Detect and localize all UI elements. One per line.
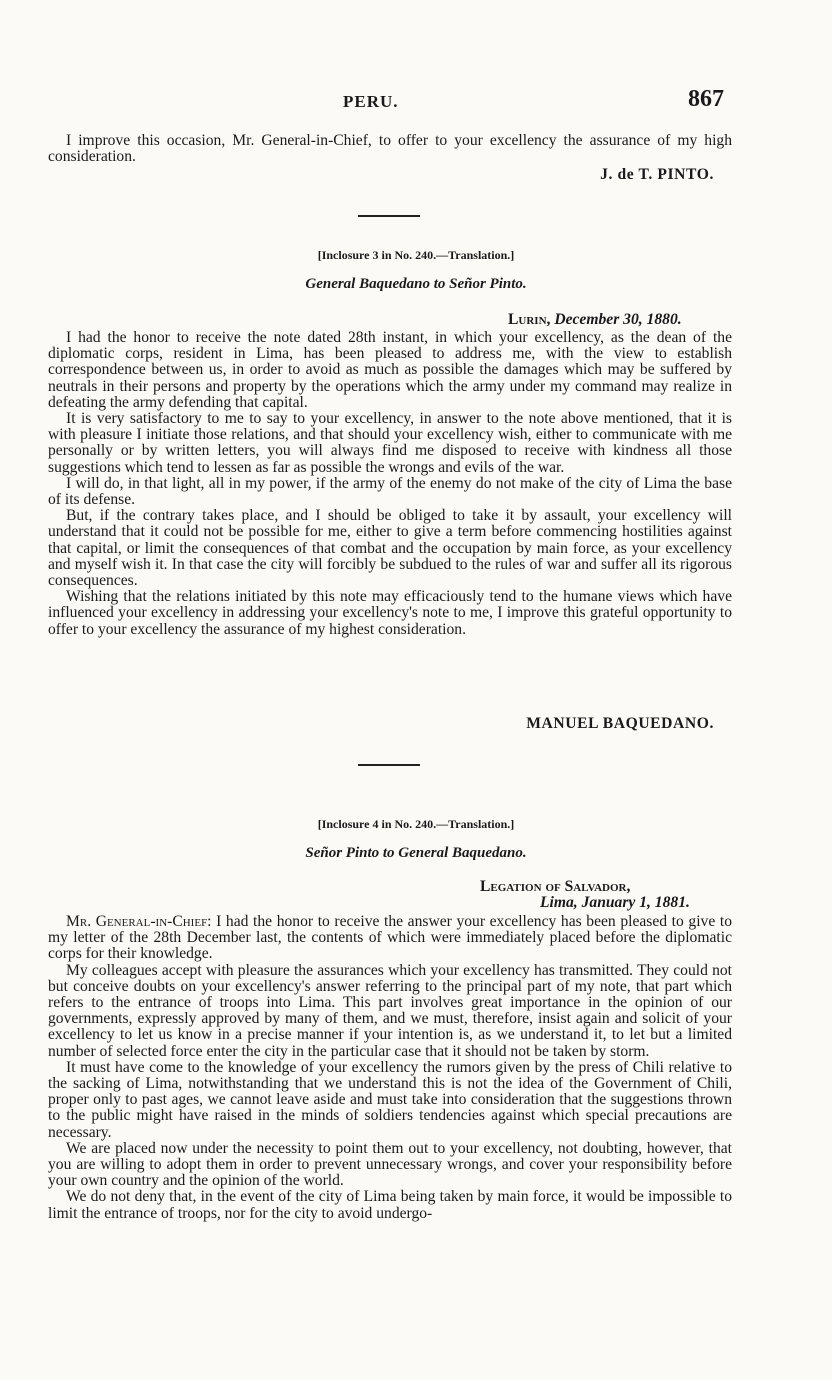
letter-heading-baquedano: General Baquedano to Señor Pinto. <box>305 276 527 292</box>
letter-body-baquedano <box>48 330 732 638</box>
first-paragraph-text: I had the honor to receive the answer your excellency has been pleased to give to my letter of the 28th December last, the contents of which were immediately placed before the diplomatic corps for their knowledge. <box>48 913 732 963</box>
running-title: PERU. <box>343 92 399 111</box>
section-divider <box>358 215 420 217</box>
dateline-city: Lima, <box>540 894 578 911</box>
paragraph: Wishing that the relations initiated by this note may efficaciously tend to the humane views which have influenced your excellency in addressing your excellency's note to me, I improve this grateful opportunity to offer to your excellency the assurance of my highest consideration. <box>48 588 732 638</box>
paragraph: We are placed now under the necessity to point them out to your excellency, not doubting, however, that you are willing to adopt them in order to prevent unnecessary wrongs, and cover your responsibility before your own country and the opinion of the world. <box>48 1139 732 1190</box>
salutation: Mr. General-in-Chief: <box>66 913 212 930</box>
letter-heading-pinto: Señor Pinto to General Baquedano. <box>305 845 527 861</box>
paragraph: I will do, in that light, all in my power, if the army of the enemy do not make of the city of Lima the base of its defense. <box>48 474 732 509</box>
signature-baquedano: MANUEL BAQUEDANO. <box>526 715 714 732</box>
section-divider <box>358 764 420 766</box>
inclosure-4-label: [Inclosure 4 in No. 240.—Translation.] <box>317 817 515 831</box>
inclosure-3-label: [Inclosure 3 in No. 240.—Translation.] <box>317 248 515 262</box>
signature-pinto: J. de T. PINTO. <box>600 166 714 183</box>
closing-paragraph <box>48 133 732 165</box>
closing-text: I improve this occasion, Mr. General-in-Chief, to offer to your excellency the assurance of my high consideration. <box>48 132 732 166</box>
paragraph: It must have come to the knowledge of your excellency the rumors given by the press of Chili relative to the sacking of Lima, notwithstanding that we understand this is not the idea of the Government of Chili, proper only to past ages, we cannot leave aside and must take into consideration that the suggestions thrown to the public might have raised in the minds of soldiers tendencies against which special precautions are necessary. <box>48 1058 732 1141</box>
dateline-place: Legation of Salvador, <box>480 878 631 895</box>
paragraph: It is very satisfactory to me to say to your excellency, in answer to the note above mentioned, that it is with pleasure I initiate those relations, and that should your excellency wish, either to communicate with me personally or by written letters, you will always find me disposed to receive with kindness all those suggestions which tend to lessen as far as possible the wrongs and evils of the war. <box>48 410 732 476</box>
letter-body-pinto <box>48 914 732 1222</box>
paragraph: My colleagues accept with pleasure the assurances which your excellency has transmitted. They could not but conceive doubts on your excellency's answer referring to the principal part of my note, that part which refers to the entrance of troops into Lima. This part involves great importance in the opinion of our governments, expressly approved by many of them, and we must, therefore, insist again and solicit of your excellency to let us know in a precise manner if your intention is, as we understand it, to let but a limited number of selected force enter the city in the particular case that it should not be taken by storm. <box>48 961 732 1060</box>
dateline-lima <box>540 894 690 912</box>
paragraph: But, if the contrary takes place, and I should be obliged to take it by assault, your excellency will understand that it could not be possible for me, either to give a term before commencing hostilities against that capital, or limit the consequences of that combat and the occupation by main force, as your excellency and myself wish it. In that case the city will forcibly be subdued to the rules of war and suffer all its rigorous consequences. <box>48 507 732 590</box>
dateline-lurin <box>508 311 682 329</box>
paragraph: We do not deny that, in the event of the city of Lima being taken by main force, it would be impossible to limit the entrance of troops, nor for the city to avoid undergo- <box>48 1188 732 1222</box>
paragraph <box>48 914 732 963</box>
dateline-date: January 1, 1881. <box>581 894 690 911</box>
dateline-date: December 30, 1880. <box>554 311 682 328</box>
dateline-place: Lurin, <box>508 311 551 328</box>
page-number: 867 <box>688 86 724 112</box>
page-header <box>0 86 832 120</box>
paragraph: I had the honor to receive the note dated 28th instant, in which your excellency, as the dean of the diplomatic corps, resident in Lima, has been pleased to address me, with the view to establish correspondence between us, in order to avoid as much as possible the damages which may be suffered by neutrals in their persons and property by the operations which the army under my command may realize in defeating the army defending that capital. <box>48 329 732 411</box>
